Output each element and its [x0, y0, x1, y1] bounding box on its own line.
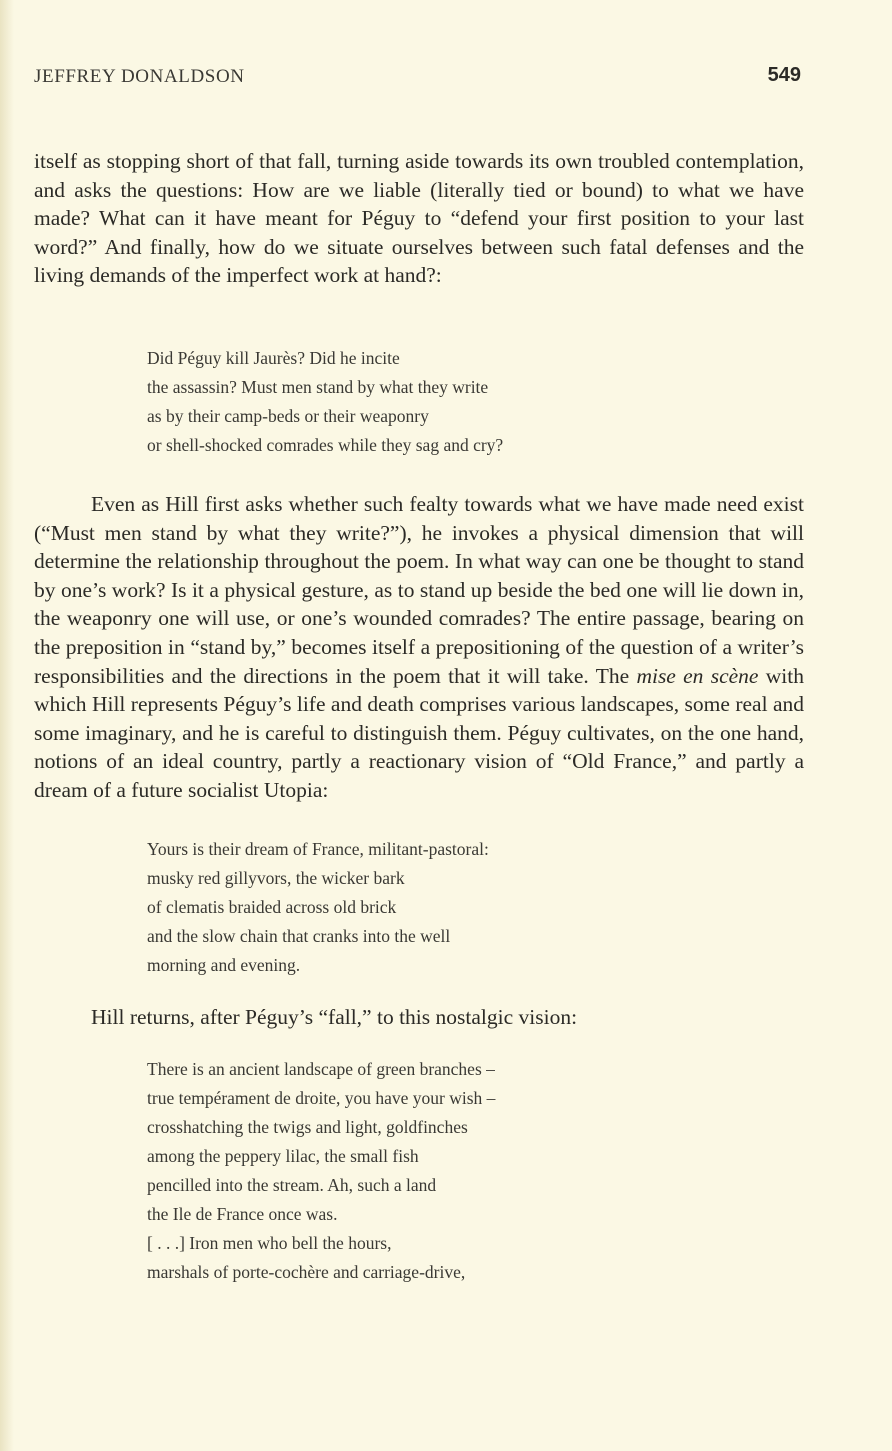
- verse-line: among the peppery lilac, the small fish: [147, 1146, 419, 1167]
- verse-line: There is an ancient landscape of green branches –: [147, 1059, 495, 1080]
- verse-line: [ . . .] Iron men who bell the hours,: [147, 1233, 392, 1254]
- verse-line: the Ile de France once was.: [147, 1204, 338, 1225]
- verse-quote-1: [34, 344, 804, 460]
- page-edge-shadow: [0, 0, 14, 1451]
- paragraph-1-line: situate ourselves between such fatal defenses and the living demands of the: [34, 234, 805, 288]
- verse-line: morning and evening.: [147, 954, 301, 975]
- verse-line: as by their camp-beds or their weaponry: [147, 405, 429, 426]
- verse-line: the assassin? Must men stand by what they write: [147, 376, 489, 397]
- page-number: 549: [767, 64, 801, 86]
- verse-line: marshals of porte-cochère and carriage-drive,: [147, 1262, 466, 1283]
- verse-line: true tempérament de droite, you have your wish –: [147, 1088, 496, 1109]
- verse-line: or shell-shocked comrades while they sag and cry?: [147, 434, 504, 455]
- verse-line: and the slow chain that cranks into the well: [147, 925, 451, 946]
- verse-line: pencilled into the stream. Ah, such a land: [147, 1175, 437, 1196]
- paragraph-2-text-b: with which Hill represents Péguy’s life and death comprises various landscapes, some real and some imaginary, and he is careful to distinguish them. Péguy cultivates, on the one hand, notions of an ideal country, partly a reactionary vision of “Old France,” and partly a dream of a future socialist Utopia:: [34, 663, 805, 802]
- paragraph-1: [34, 147, 804, 290]
- verse-line: Did Péguy kill Jaurès? Did he incite: [147, 347, 400, 368]
- paragraph-1-line: “defend your first position to your last word?” And finally, how do we: [34, 206, 804, 259]
- article-body: [34, 147, 804, 1287]
- paragraph-1-line: imperfect work at hand?:: [226, 263, 442, 288]
- paragraph-2-text-a: Even as Hill first asks whether such fealty towards what we have made need exist (“Must men stand by what they write?”), he invokes a physical dimension that will determine the relationship throughout the poem. In what way can one be thought to stand by one’s work? Is it a physical gesture, as to stand up beside the bed one will lie down in, the weaponry one will use, or one’s wounded comrades? The entire passage, bearing on the preposition in “stand by,” becomes itself a prepositioning of the question of a writer’s responsibilities and the directions in the poem that it will take. The: [34, 491, 804, 688]
- verse-line: Yours is their dream of France, militant-pastoral:: [147, 838, 489, 859]
- paragraph-2: [34, 490, 804, 805]
- paragraph-1-line: itself as stopping short of that fall, turning aside towards its own troubled: [34, 149, 676, 173]
- verse-line: musky red gillyvors, the wicker bark: [147, 867, 405, 888]
- paragraph-1-line: or bound) to what we have made? What can it have meant for Péguy to: [34, 177, 804, 231]
- verse-line: crosshatching the twigs and light, goldfinches: [147, 1117, 468, 1138]
- italic-phrase: mise en scène: [636, 663, 759, 688]
- verse-line: of clematis braided across old brick: [147, 896, 397, 917]
- verse-quote-2: [34, 835, 804, 980]
- verse-quote-3: [34, 1055, 804, 1287]
- running-head-author: JEFFREY DONALDSON: [34, 66, 245, 87]
- paragraph-3: Hill returns, after Péguy’s “fall,” to this nostalgic vision:: [91, 1004, 578, 1029]
- paragraph-1-line: contemplation, and asks the questions: How are we liable (literally tied: [34, 149, 804, 202]
